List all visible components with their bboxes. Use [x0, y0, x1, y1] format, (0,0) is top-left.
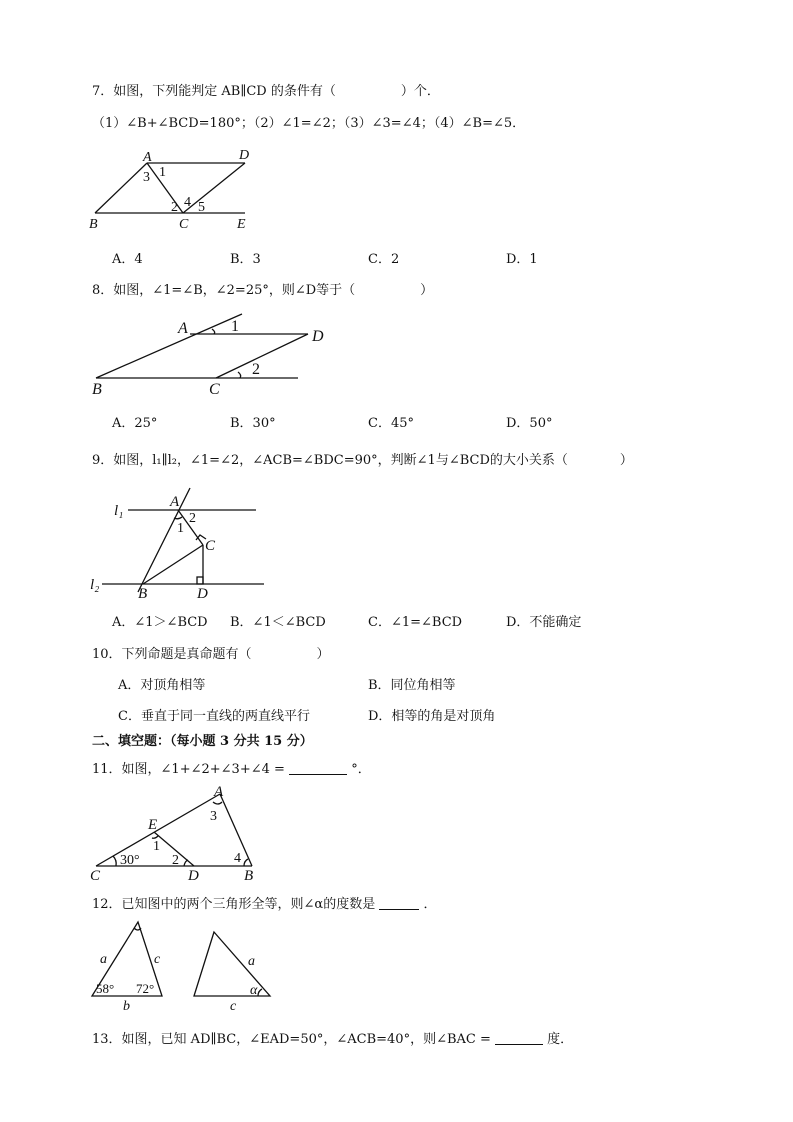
q12-stem-suffix: ．: [423, 897, 437, 912]
q11-angle-2: 2: [172, 853, 179, 868]
q11-angle-30: 30°: [120, 853, 140, 868]
q8-option-c[interactable]: C．45°: [368, 416, 414, 431]
q10-stem: 10．下列命题是真命题有（ ）: [92, 647, 330, 662]
q7-label-B: B: [89, 217, 98, 232]
q9-label-C: C: [205, 538, 216, 554]
q7-angle-2: 2: [171, 200, 178, 215]
q7-figure: [85, 145, 265, 235]
q9-label-B: B: [138, 586, 148, 602]
q12-stem-prefix: 12．已知图中的两个三角形全等，则∠α的度数是: [92, 897, 376, 912]
q8-option-d[interactable]: D．50°: [506, 416, 553, 431]
q7-angle-5: 5: [198, 200, 205, 215]
q13-stem-suffix: 度．: [547, 1032, 574, 1047]
q9-label-l1: l₁: [114, 503, 124, 519]
q10-option-d[interactable]: D．相等的角是对顶角: [368, 709, 496, 724]
q9-option-c[interactable]: C．∠1=∠BCD: [368, 615, 463, 630]
q12-figure: [88, 920, 288, 1012]
q11-stem-prefix: 11．如图，∠1+∠2+∠3+∠4 =: [92, 762, 285, 777]
q7-label-D: D: [239, 148, 250, 163]
q9-angle-1: 1: [177, 521, 184, 536]
q9-label-A: A: [170, 494, 180, 510]
q11-figure: [88, 782, 268, 882]
section-heading-fill-in: 二、填空题：（每小题 3 分共 15 分）: [92, 734, 313, 749]
q7-option-d[interactable]: D．1: [506, 252, 538, 267]
q11-angle-1: 1: [153, 839, 160, 854]
q12-angle-58: 58°: [96, 981, 115, 996]
q12-label-c-right: c: [230, 999, 237, 1014]
q11-label-D: D: [188, 868, 199, 884]
q10-option-c[interactable]: C．垂直于同一直线的两直线平行: [118, 709, 310, 724]
q7-option-c[interactable]: C．2: [368, 252, 400, 267]
q9-figure: [88, 488, 278, 606]
q11-angle-3: 3: [210, 809, 217, 824]
q9-label-D: D: [197, 586, 208, 602]
q12-label-a-left: a: [100, 952, 107, 967]
q8-figure: [88, 312, 338, 402]
q12-label-alpha: α: [250, 983, 258, 998]
q7-angle-3: 3: [143, 170, 150, 185]
q13-stem: [92, 1030, 573, 1049]
q9-option-d[interactable]: D．不能确定: [506, 615, 582, 630]
q7-option-b[interactable]: B．3: [230, 252, 261, 267]
q12-label-c-left: c: [154, 952, 161, 967]
q9-stem: 9．如图，l₁∥l₂，∠1=∠2，∠ACB=∠BDC=90°，判断∠1与∠BCD的大小关系（ ）: [92, 453, 633, 468]
q12-label-a-right: a: [248, 954, 255, 969]
q13-answer-blank[interactable]: [495, 1030, 543, 1045]
q11-label-A: A: [214, 784, 224, 800]
q7-angle-4: 4: [184, 195, 191, 210]
q9-angle-2: 2: [189, 511, 196, 526]
q7-label-A: A: [143, 150, 152, 165]
q7-stem: 7．如图，下列能判定 AB∥CD 的条件有（ ）个．: [92, 84, 440, 99]
q7-option-a[interactable]: A．4: [112, 252, 143, 267]
q8-stem: 8．如图，∠1=∠B，∠2=25°，则∠D等于（ ）: [92, 283, 434, 298]
q12-label-b-left: b: [123, 999, 130, 1014]
q9-label-l2: l₂: [90, 577, 100, 593]
q11-label-C: C: [90, 868, 101, 884]
q7-angle-1: 1: [159, 165, 166, 180]
q11-stem: [92, 760, 371, 779]
q11-label-B: B: [244, 868, 254, 884]
q8-angle-1: 1: [231, 318, 239, 335]
q12-angle-72: 72°: [136, 981, 155, 996]
q8-option-b[interactable]: B．30°: [230, 416, 276, 431]
q8-label-A: A: [178, 320, 188, 337]
q11-label-E: E: [148, 817, 158, 833]
q8-label-C: C: [209, 381, 220, 398]
q10-option-b[interactable]: B．同位角相等: [368, 678, 456, 693]
q12-answer-blank[interactable]: [379, 895, 419, 910]
q11-answer-blank[interactable]: [289, 760, 347, 775]
q9-option-a[interactable]: A．∠1＞∠BCD: [112, 615, 208, 630]
q7-label-E: E: [237, 217, 246, 232]
q8-label-B: B: [92, 381, 102, 398]
q7-conditions: （1）∠B+∠BCD=180°；（2）∠1=∠2；（3）∠3=∠4；（4）∠B=∠5．: [92, 116, 526, 131]
q11-stem-suffix: °．: [351, 762, 371, 777]
q8-angle-2: 2: [252, 361, 260, 378]
q8-option-a[interactable]: A．25°: [112, 416, 158, 431]
q13-stem-prefix: 13．如图，已知 AD∥BC，∠EAD=50°，∠ACB=40°，则∠BAC =: [92, 1032, 491, 1047]
q11-angle-4: 4: [234, 851, 241, 866]
q8-label-D: D: [312, 328, 324, 345]
q10-option-a[interactable]: A．对顶角相等: [118, 678, 206, 693]
q9-option-b[interactable]: B．∠1＜∠BCD: [230, 615, 326, 630]
q7-label-C: C: [179, 217, 189, 232]
q12-stem: [92, 895, 437, 914]
